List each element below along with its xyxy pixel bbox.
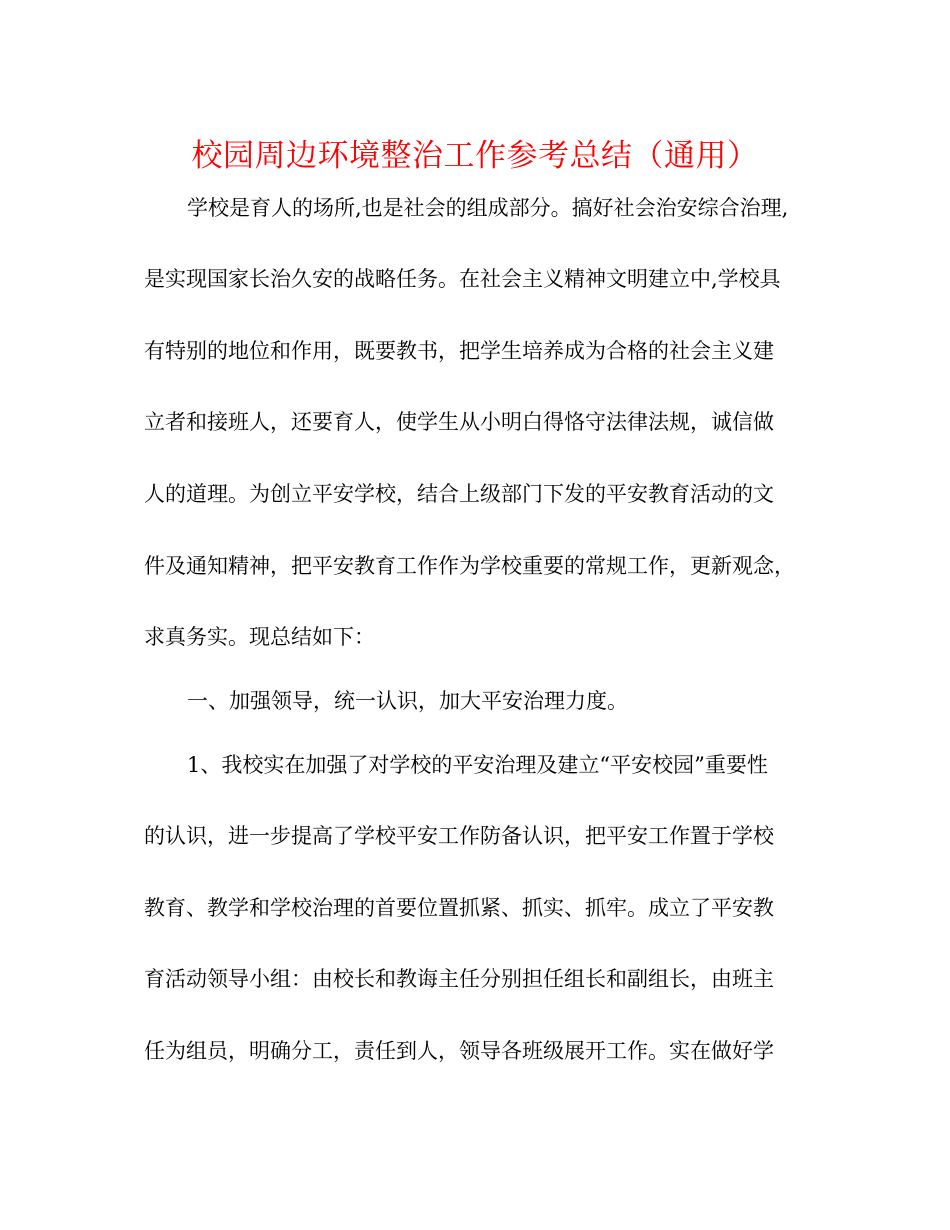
- paragraph-line: 是实现国家长治久安的战略任务。在社会主义精神文明建立中,学校具: [144, 267, 781, 291]
- paragraph-line: 育活动领导小组：由校长和教诲主任分别担任组长和副组长，由班主: [144, 967, 774, 991]
- paragraph-line: 求真务实。现总结如下：: [144, 625, 375, 649]
- paragraph-line: 件及通知精神，把平安教育工作作为学校重要的常规工作，更新观念，: [144, 554, 795, 578]
- paragraph-line: 有特别的地位和作用，既要教书，把学生培养成为合格的社会主义建: [144, 339, 774, 363]
- paragraph-line: 立者和接班人，还要育人，使学生从小明白得恪守法律法规，诚信做: [144, 410, 774, 434]
- paragraph-line: 教育、教学和学校治理的首要位置抓紧、抓实、抓牢。成立了平安教: [144, 896, 774, 920]
- paragraph-line: 学校是育人的场所,也是社会的组成部分。搞好社会治安综合治理,: [187, 196, 789, 220]
- paragraph-line: 1、我校实在加强了对学校的平安治理及建立“平安校园”重要性: [187, 753, 768, 777]
- paragraph-line: 任为组员，明确分工，责任到人，领导各班级展开工作。实在做好学: [144, 1039, 774, 1063]
- document-title: 校园周边环境整治工作参考总结（通用）: [191, 138, 759, 174]
- paragraph-line: 人的道理。为创立平安学校，结合上级部门下发的平安教育活动的文: [144, 482, 774, 506]
- paragraph-line: 的认识，进一步提高了学校平安工作防备认识，把平安工作置于学校: [144, 824, 774, 848]
- section-heading: 一、加强领导，统一认识，加大平安治理力度。: [187, 689, 628, 713]
